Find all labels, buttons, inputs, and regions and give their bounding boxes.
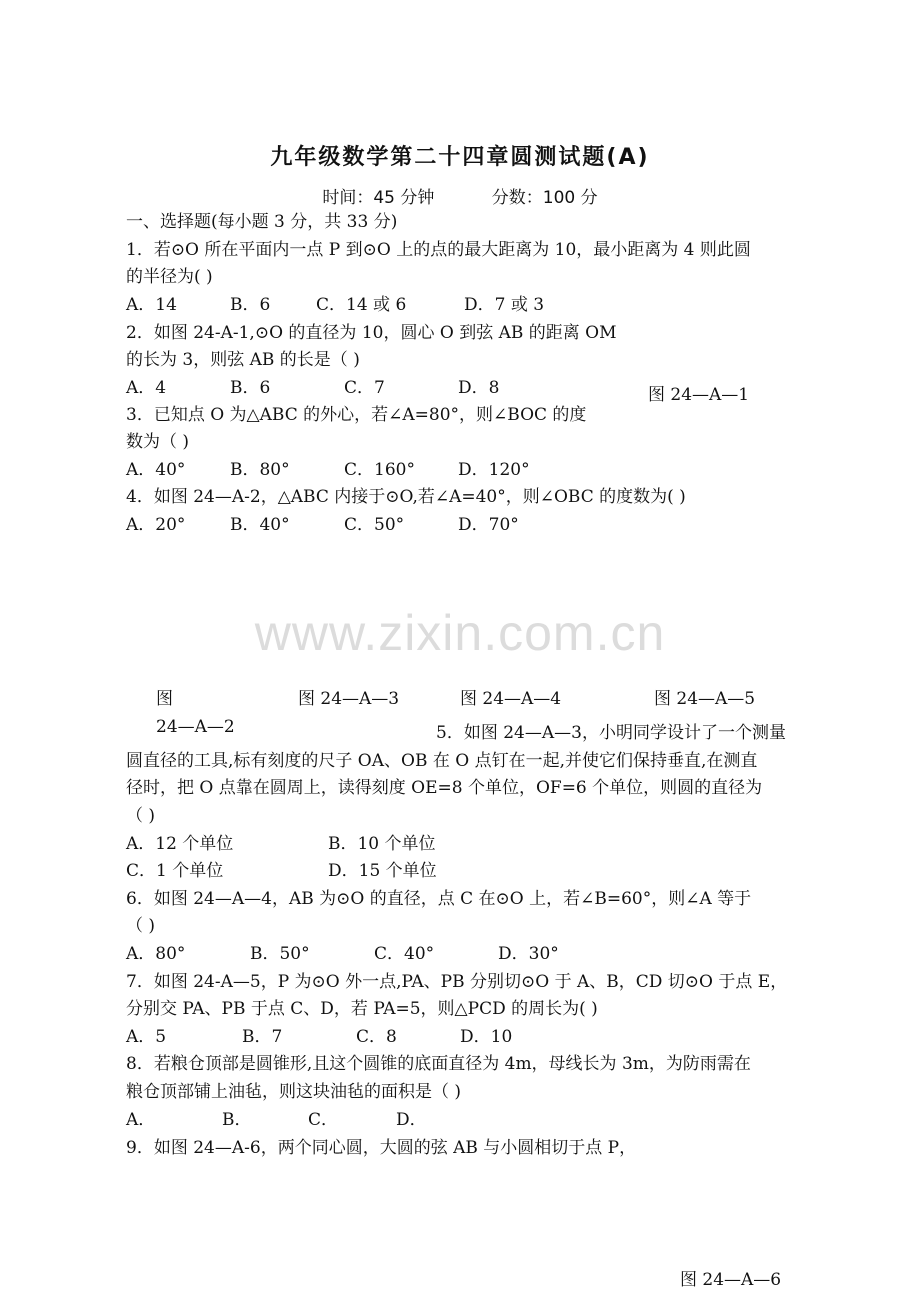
total-score: 分数：100 分 bbox=[491, 188, 598, 208]
section-heading: 一、选择题(每小题 3 分，共 33 分) bbox=[126, 212, 398, 232]
figure-24-a-5-caption: 图 24—A—5 bbox=[654, 689, 756, 709]
option-a: A．12 个单位 bbox=[126, 834, 234, 854]
question-7-options bbox=[126, 1026, 512, 1048]
time-limit: 时间：45 分钟 bbox=[322, 188, 435, 208]
figure-24-a-4-caption: 图 24—A—4 bbox=[460, 689, 562, 709]
option-c: C． bbox=[308, 1110, 339, 1130]
option-b: B．6 bbox=[230, 378, 271, 398]
question-5-line-1: 5．如图 24—A—3，小明同学设计了一个测量 bbox=[436, 723, 786, 743]
option-d: D．15 个单位 bbox=[328, 861, 437, 881]
option-a: A．14 bbox=[126, 295, 177, 315]
question-5-options-row-2 bbox=[126, 860, 437, 882]
option-b: B． bbox=[222, 1110, 252, 1130]
option-b: B．40° bbox=[230, 515, 290, 535]
option-d: D．10 bbox=[460, 1027, 513, 1047]
option-c: C．8 bbox=[356, 1027, 397, 1047]
option-a: A．20° bbox=[126, 515, 186, 535]
question-5-line-3: 径时，把 O 点靠在圆周上，读得刻度 OE=8 个单位，OF=6 个单位，则圆的直径为 bbox=[126, 778, 763, 798]
question-4-line-1: 4．如图 24—A-2，△ABC 内接于⊙O,若∠A=40°，则∠OBC 的度数为( ) bbox=[126, 487, 686, 507]
option-c: C．14 或 6 bbox=[316, 295, 407, 315]
option-a: A． bbox=[126, 1110, 156, 1130]
question-6-line-1: 6．如图 24—A—4，AB 为⊙O 的直径，点 C 在⊙O 上，若∠B=60°，则∠A 等于 bbox=[126, 889, 752, 909]
option-d: D．30° bbox=[498, 944, 559, 964]
option-b: B．50° bbox=[250, 944, 310, 964]
watermark: www.zixin.com.cn bbox=[254, 605, 666, 661]
question-8-line-2: 粮仓顶部铺上油毡，则这块油毡的面积是（ ) bbox=[126, 1082, 462, 1102]
question-3-line-2: 数为（ ) bbox=[126, 432, 190, 452]
question-1-options bbox=[126, 294, 544, 316]
question-6-options bbox=[126, 943, 559, 965]
question-2-line-1: 2．如图 24-A-1,⊙O 的直径为 10，圆心 O 到弦 AB 的距离 OM bbox=[126, 323, 617, 343]
option-d: D．8 bbox=[458, 378, 500, 398]
question-7-line-1: 7．如图 24-A—5，P 为⊙O 外一点,PA、PB 分别切⊙O 于 A、B，CD 切⊙O 于点 E， bbox=[126, 972, 788, 992]
option-a: A．5 bbox=[126, 1027, 167, 1047]
option-d: D．70° bbox=[458, 515, 519, 535]
question-7-line-2: 分别交 PA、PB 于点 C、D，若 PA=5，则△PCD 的周长为( ) bbox=[126, 999, 598, 1019]
option-b: B．6 bbox=[230, 295, 271, 315]
option-d: D． bbox=[396, 1110, 427, 1130]
figure-24-a-3-caption: 图 24—A—3 bbox=[298, 689, 400, 709]
figure-24-a-1-caption: 图 24—A—1 bbox=[648, 385, 750, 405]
question-2-line-2: 的长为 3，则弦 AB 的长是（ ) bbox=[126, 350, 360, 370]
question-5-options-row-1 bbox=[126, 833, 436, 855]
option-c: C．7 bbox=[344, 378, 385, 398]
option-d: D．120° bbox=[458, 460, 530, 480]
figure-24-a-6-caption: 图 24—A—6 bbox=[680, 1270, 782, 1290]
option-a: A．40° bbox=[126, 460, 186, 480]
question-2-options bbox=[126, 377, 499, 399]
option-b: B．80° bbox=[230, 460, 290, 480]
question-8-line-1: 8．若粮仓顶部是圆锥形,且这个圆锥的底面直径为 4m，母线长为 3m，为防雨需在 bbox=[126, 1054, 751, 1074]
question-5-line-4: （ ) bbox=[126, 806, 156, 826]
question-3-options bbox=[126, 459, 530, 481]
option-c: C．50° bbox=[344, 515, 405, 535]
option-d: D．7 或 3 bbox=[464, 295, 545, 315]
question-9-line-1: 9．如图 24—A-6，两个同心圆，大圆的弦 AB 与小圆相切于点 P， bbox=[126, 1138, 637, 1158]
question-6-line-2: （ ) bbox=[126, 916, 156, 936]
figure-24-a-2-caption-part-1: 图 bbox=[156, 689, 173, 709]
question-8-options bbox=[126, 1109, 427, 1131]
question-3-line-1: 3．已知点 O 为△ABC 的外心，若∠A=80°，则∠BOC 的度 bbox=[126, 405, 587, 425]
option-b: B．7 bbox=[242, 1027, 283, 1047]
question-5-line-2: 圆直径的工具,标有刻度的尺子 OA、OB 在 O 点钉在一起,并使它们保持垂直,在测直 bbox=[126, 751, 758, 771]
exam-info bbox=[0, 183, 920, 208]
option-b: B．10 个单位 bbox=[328, 834, 436, 854]
option-c: C．1 个单位 bbox=[126, 861, 224, 881]
figure-24-a-2-caption-part-2: 24—A—2 bbox=[156, 717, 235, 737]
question-1-line-2: 的半径为( ) bbox=[126, 267, 213, 287]
option-c: C．40° bbox=[374, 944, 435, 964]
question-1-line-1: 1．若⊙O 所在平面内一点 P 到⊙O 上的点的最大距离为 10，最小距离为 4 则此圆 bbox=[126, 240, 751, 260]
option-c: C．160° bbox=[344, 460, 415, 480]
question-4-options bbox=[126, 514, 519, 536]
page-title: 九年级数学第二十四章圆测试题(A) bbox=[270, 145, 650, 170]
option-a: A．80° bbox=[126, 944, 186, 964]
option-a: A．4 bbox=[126, 378, 167, 398]
